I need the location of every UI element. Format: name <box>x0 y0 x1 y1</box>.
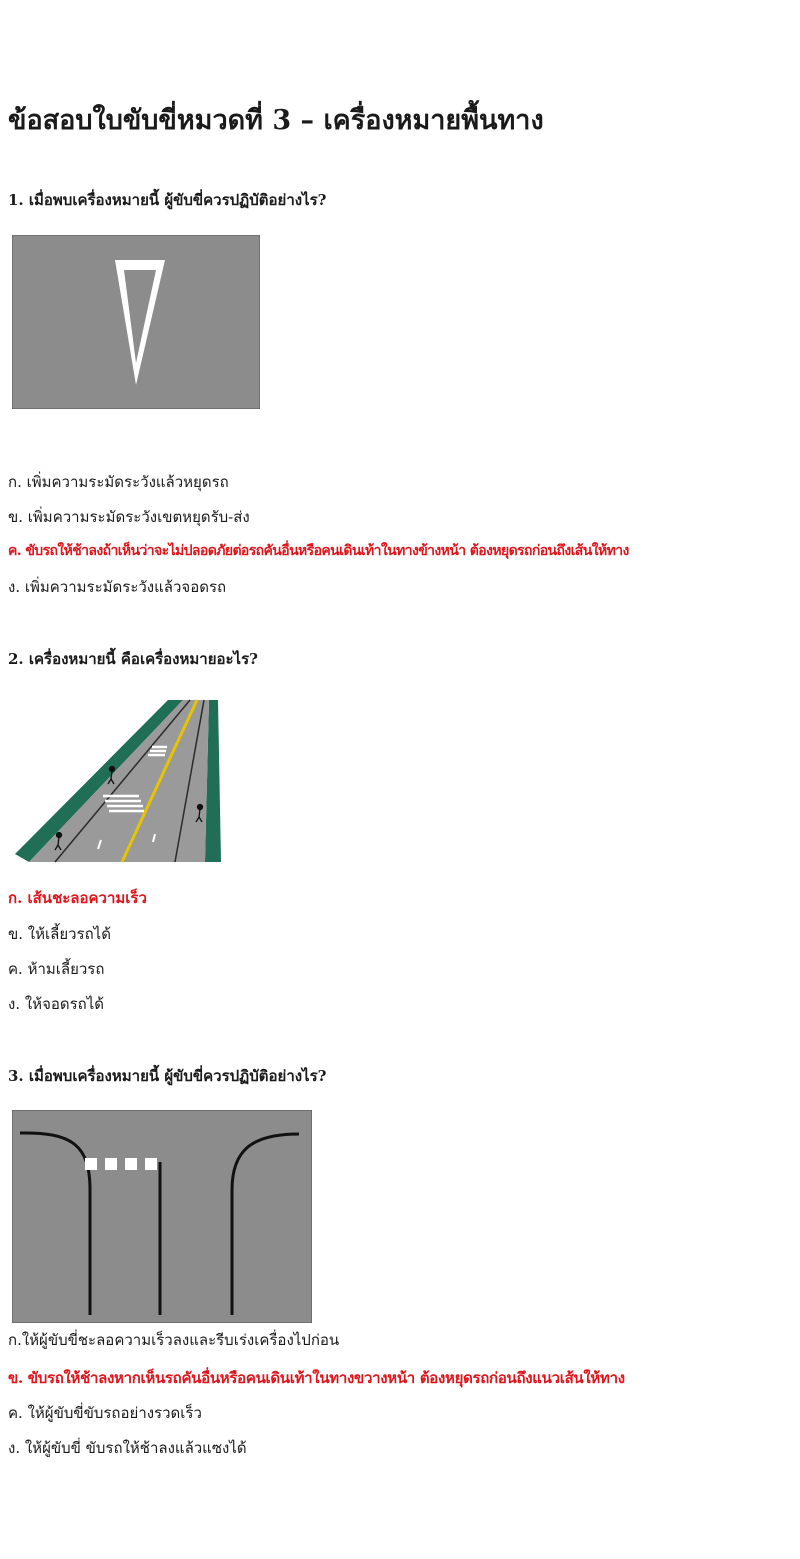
question-1-text: 1. เมื่อพบเครื่องหมายนี้ ผู้ขับขี่ควรปฏิบัติอย่างไร? <box>8 191 327 209</box>
question-2-option-correct[interactable]: ก. เส้นชะลอความเร็ว <box>8 889 147 907</box>
question-3-figure <box>12 1110 312 1323</box>
question-3-option[interactable]: ก.ให้ผู้ขับขี่ชะลอความเร็วลงและรีบเร่งเครื่องไปก่อน <box>8 1331 340 1349</box>
question-2-figure <box>15 692 230 865</box>
question-2-option[interactable]: ง. ให้จอดรถได้ <box>8 995 105 1013</box>
question-1-option[interactable]: ง. เพิ่มความระมัดระวังแล้วจอดรถ <box>8 578 227 596</box>
question-1-option[interactable]: ก. เพิ่มความระมัดระวังแล้วหยุดรถ <box>8 473 229 491</box>
question-1-figure <box>12 235 260 409</box>
question-3-option[interactable]: ง. ให้ผู้ขับขี่ ขับรถให้ช้าลงแล้วแซงได้ <box>8 1439 247 1457</box>
question-3-text: 3. เมื่อพบเครื่องหมายนี้ ผู้ขับขี่ควรปฏิบัติอย่างไร? <box>8 1067 327 1085</box>
question-2-text: 2. เครื่องหมายนี้ คือเครื่องหมายอะไร? <box>8 650 258 668</box>
question-1-option[interactable]: ข. เพิ่มความระมัดระวังเขตหยุดรับ-ส่ง <box>8 508 250 526</box>
question-3-option[interactable]: ค. ให้ผู้ขับขี่ขับรถอย่างรวดเร็ว <box>8 1404 202 1422</box>
question-3-option-correct[interactable]: ข. ขับรถให้ช้าลงหากเห็นรถคันอื่นหรือคนเดินเท้าในทางขวางหน้า ต้องหยุดรถก่อนถึงแนวเส้นให้ทาง <box>8 1369 625 1387</box>
question-2-option[interactable]: ค. ห้ามเลี้ยวรถ <box>8 960 105 978</box>
question-1-option-correct[interactable]: ค. ขับรถให้ช้าลงถ้าเห็นว่าจะไม่ปลอดภัยต่อรถคันอื่นหรือคนเดินเท้าในทางข้างหน้า ต้องหยุดรถก่อนถึงเส้นให้ทาง <box>8 543 629 559</box>
question-2-option[interactable]: ข. ให้เลี้ยวรถได้ <box>8 925 111 943</box>
page-title: ข้อสอบใบขับขี่หมวดที่ 3 – เครื่องหมายพื้นทาง <box>8 105 544 136</box>
